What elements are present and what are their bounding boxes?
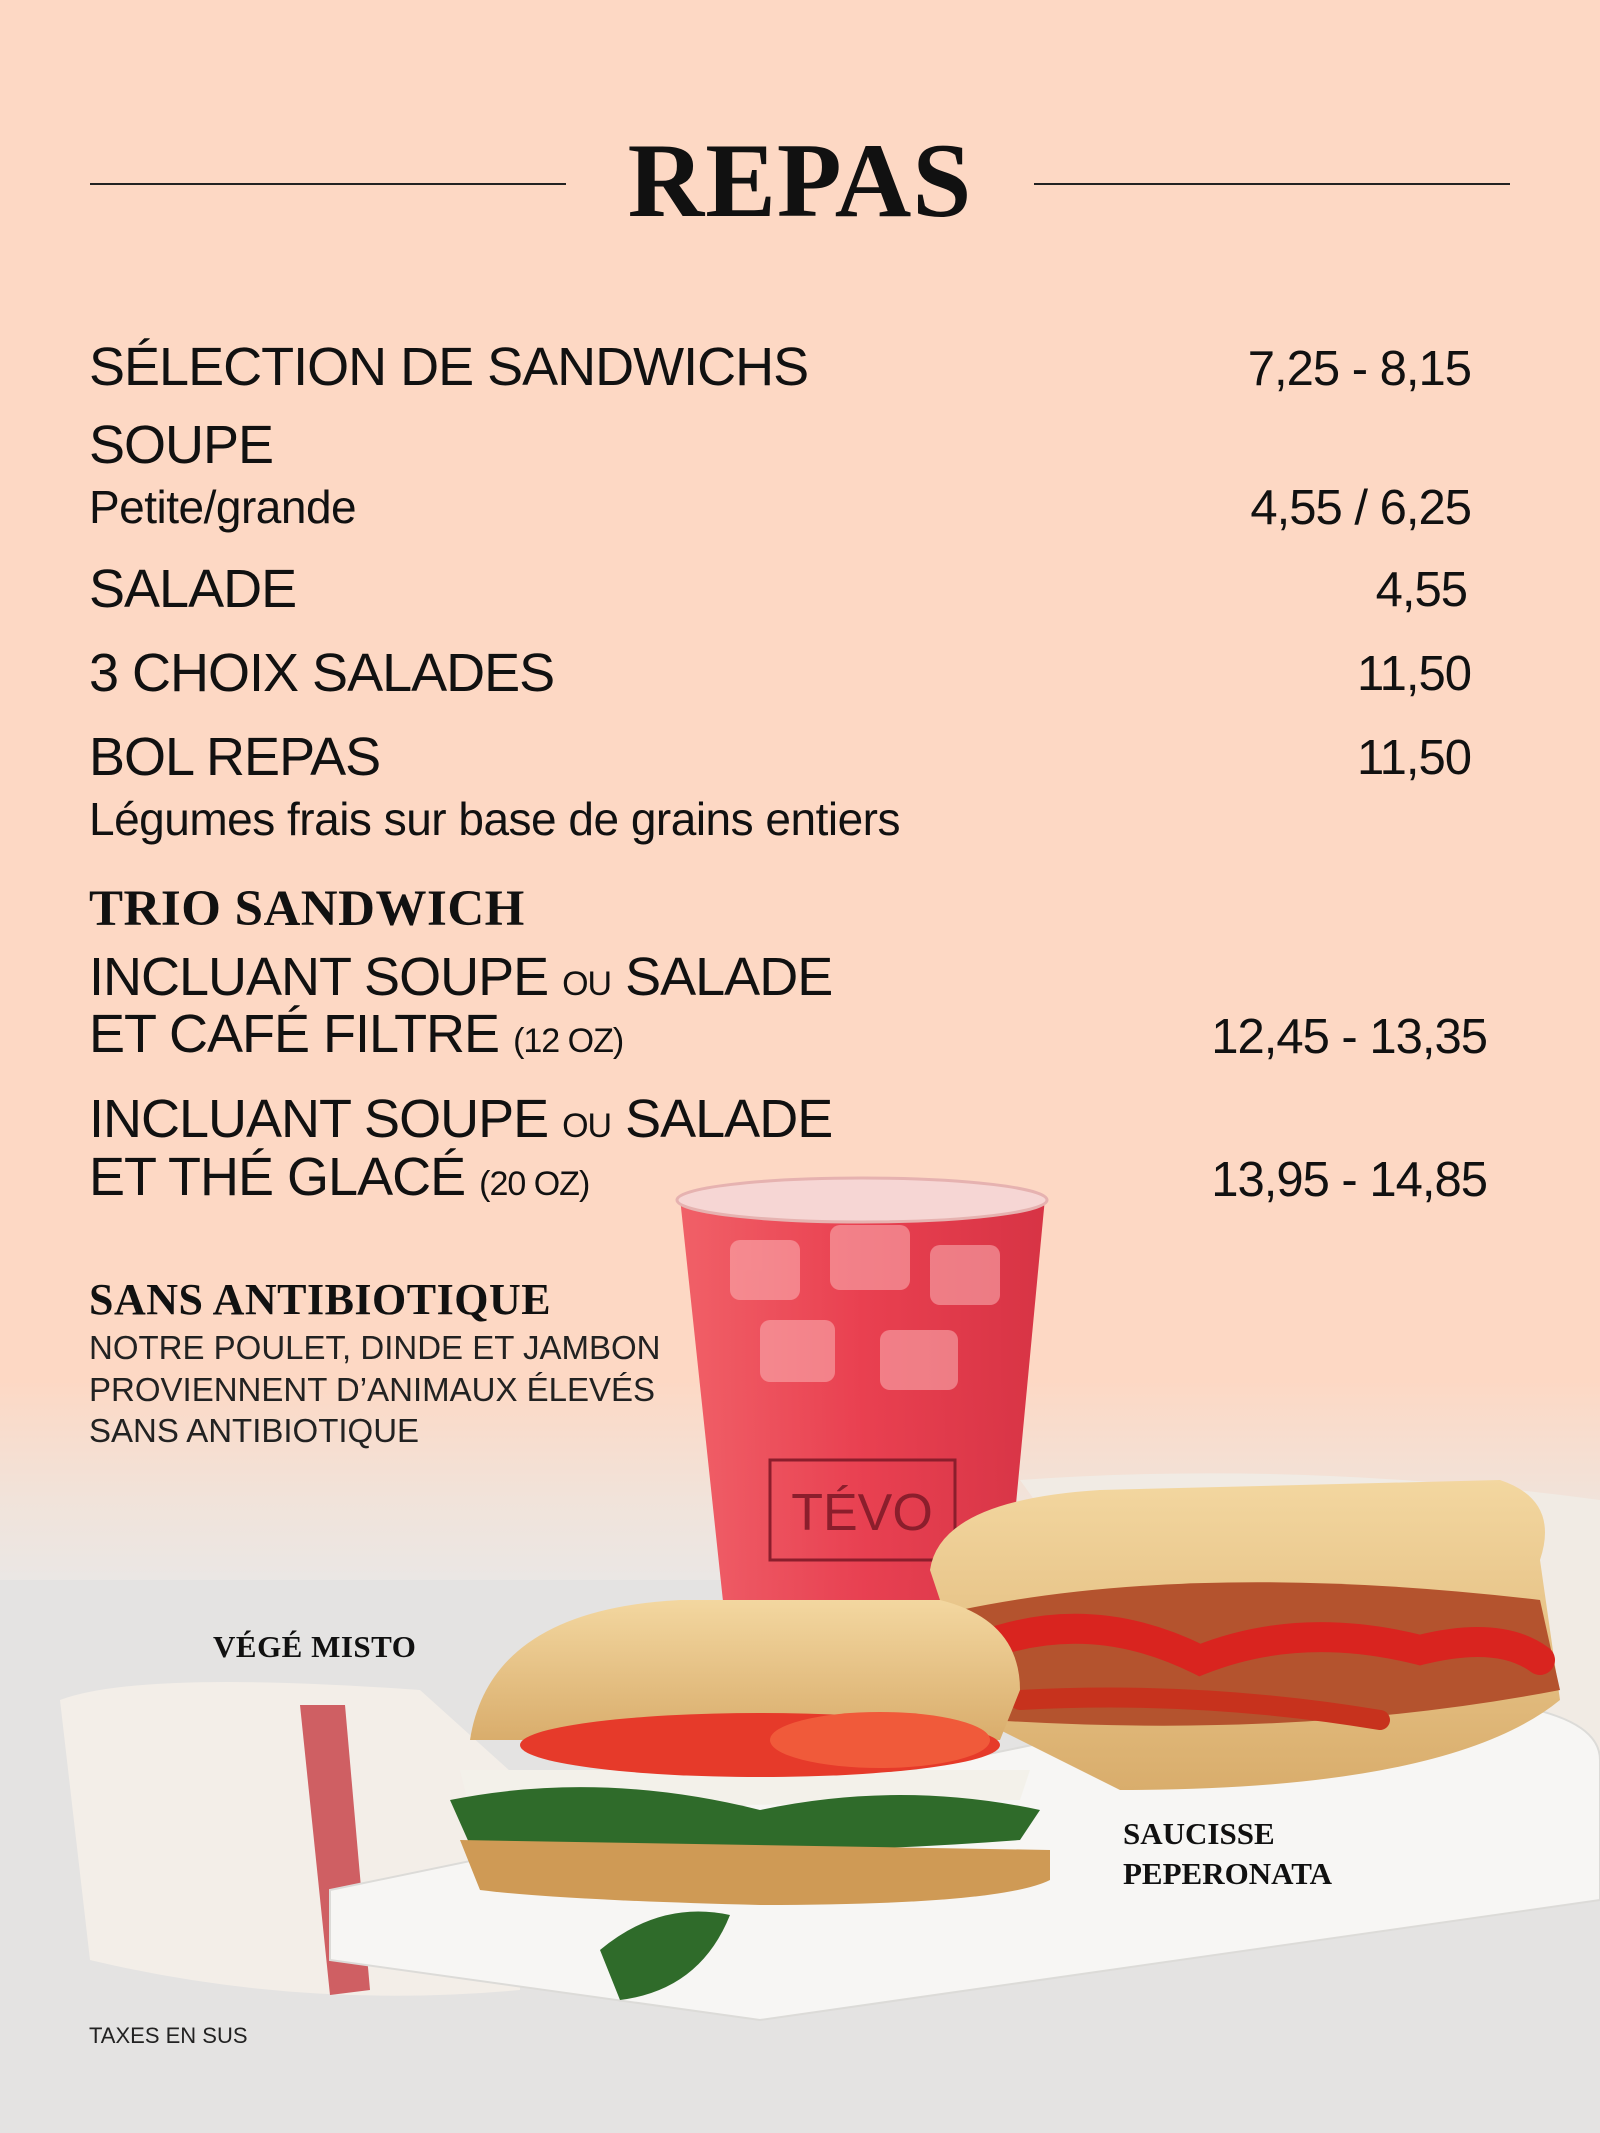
item-sandwiches-name: SÉLECTION DE SANDWICHS	[89, 337, 809, 397]
antibiotique-line-1: NOTRE POULET, DINDE ET JAMBON	[89, 1329, 661, 1366]
item-soupe-name: SOUPE	[89, 415, 274, 475]
trio-heading: TRIO SANDWICH	[89, 881, 525, 937]
item-sandwiches-price: 7,25 - 8,15	[1247, 342, 1471, 396]
item-choix-salades-name: 3 CHOIX SALADES	[89, 643, 555, 703]
antibiotique-heading: SANS ANTIBIOTIQUE	[89, 1275, 552, 1324]
trio-option2-ou: OU	[562, 1107, 612, 1145]
page-title: REPAS	[627, 122, 973, 239]
trio-option2-line2-text: ET THÉ GLACÉ	[89, 1147, 480, 1207]
caption-saucisse-line1: SAUCISSE	[1123, 1816, 1275, 1851]
trio-option2-line1-b: SALADE	[611, 1089, 833, 1149]
item-soupe-detail: Petite/grande	[89, 481, 357, 533]
trio-option1-ou: OU	[562, 965, 612, 1003]
trio-option1-line1-a: INCLUANT SOUPE	[89, 947, 563, 1007]
trio-option2-line1-a: INCLUANT SOUPE	[89, 1089, 563, 1149]
trio-option1-price: 12,45 - 13,35	[1211, 1010, 1487, 1064]
item-salade-name: SALADE	[89, 559, 297, 619]
trio-option1-line2-text: ET CAFÉ FILTRE	[89, 1004, 514, 1064]
item-choix-salades-price: 11,50	[1357, 647, 1471, 701]
item-bol-repas-name: BOL REPAS	[89, 727, 381, 787]
cup-logo-text: TÉVO	[791, 1484, 933, 1542]
trio-option1-size: (12 OZ)	[513, 1022, 624, 1060]
antibiotique-line-3: SANS ANTIBIOTIQUE	[89, 1412, 420, 1449]
caption-saucisse-line2: PEPERONATA	[1123, 1856, 1332, 1891]
trio-option1-line1-b: SALADE	[611, 947, 833, 1007]
item-bol-repas-price: 11,50	[1357, 731, 1471, 785]
item-soupe-price: 4,55 / 6,25	[1250, 481, 1471, 535]
trio-option2-price: 13,95 - 14,85	[1211, 1153, 1487, 1207]
trio-option2-size: (20 OZ)	[479, 1165, 590, 1203]
item-bol-repas-detail: Légumes frais sur base de grains entiers	[89, 793, 900, 845]
item-salade-price: 4,55	[1375, 563, 1467, 617]
antibiotique-line-2: PROVIENNENT D’ANIMAUX ÉLEVÉS	[89, 1371, 656, 1408]
taxes-note: TAXES EN SUS	[89, 2023, 248, 2048]
caption-vege: VÉGÉ MISTO	[213, 1629, 417, 1664]
